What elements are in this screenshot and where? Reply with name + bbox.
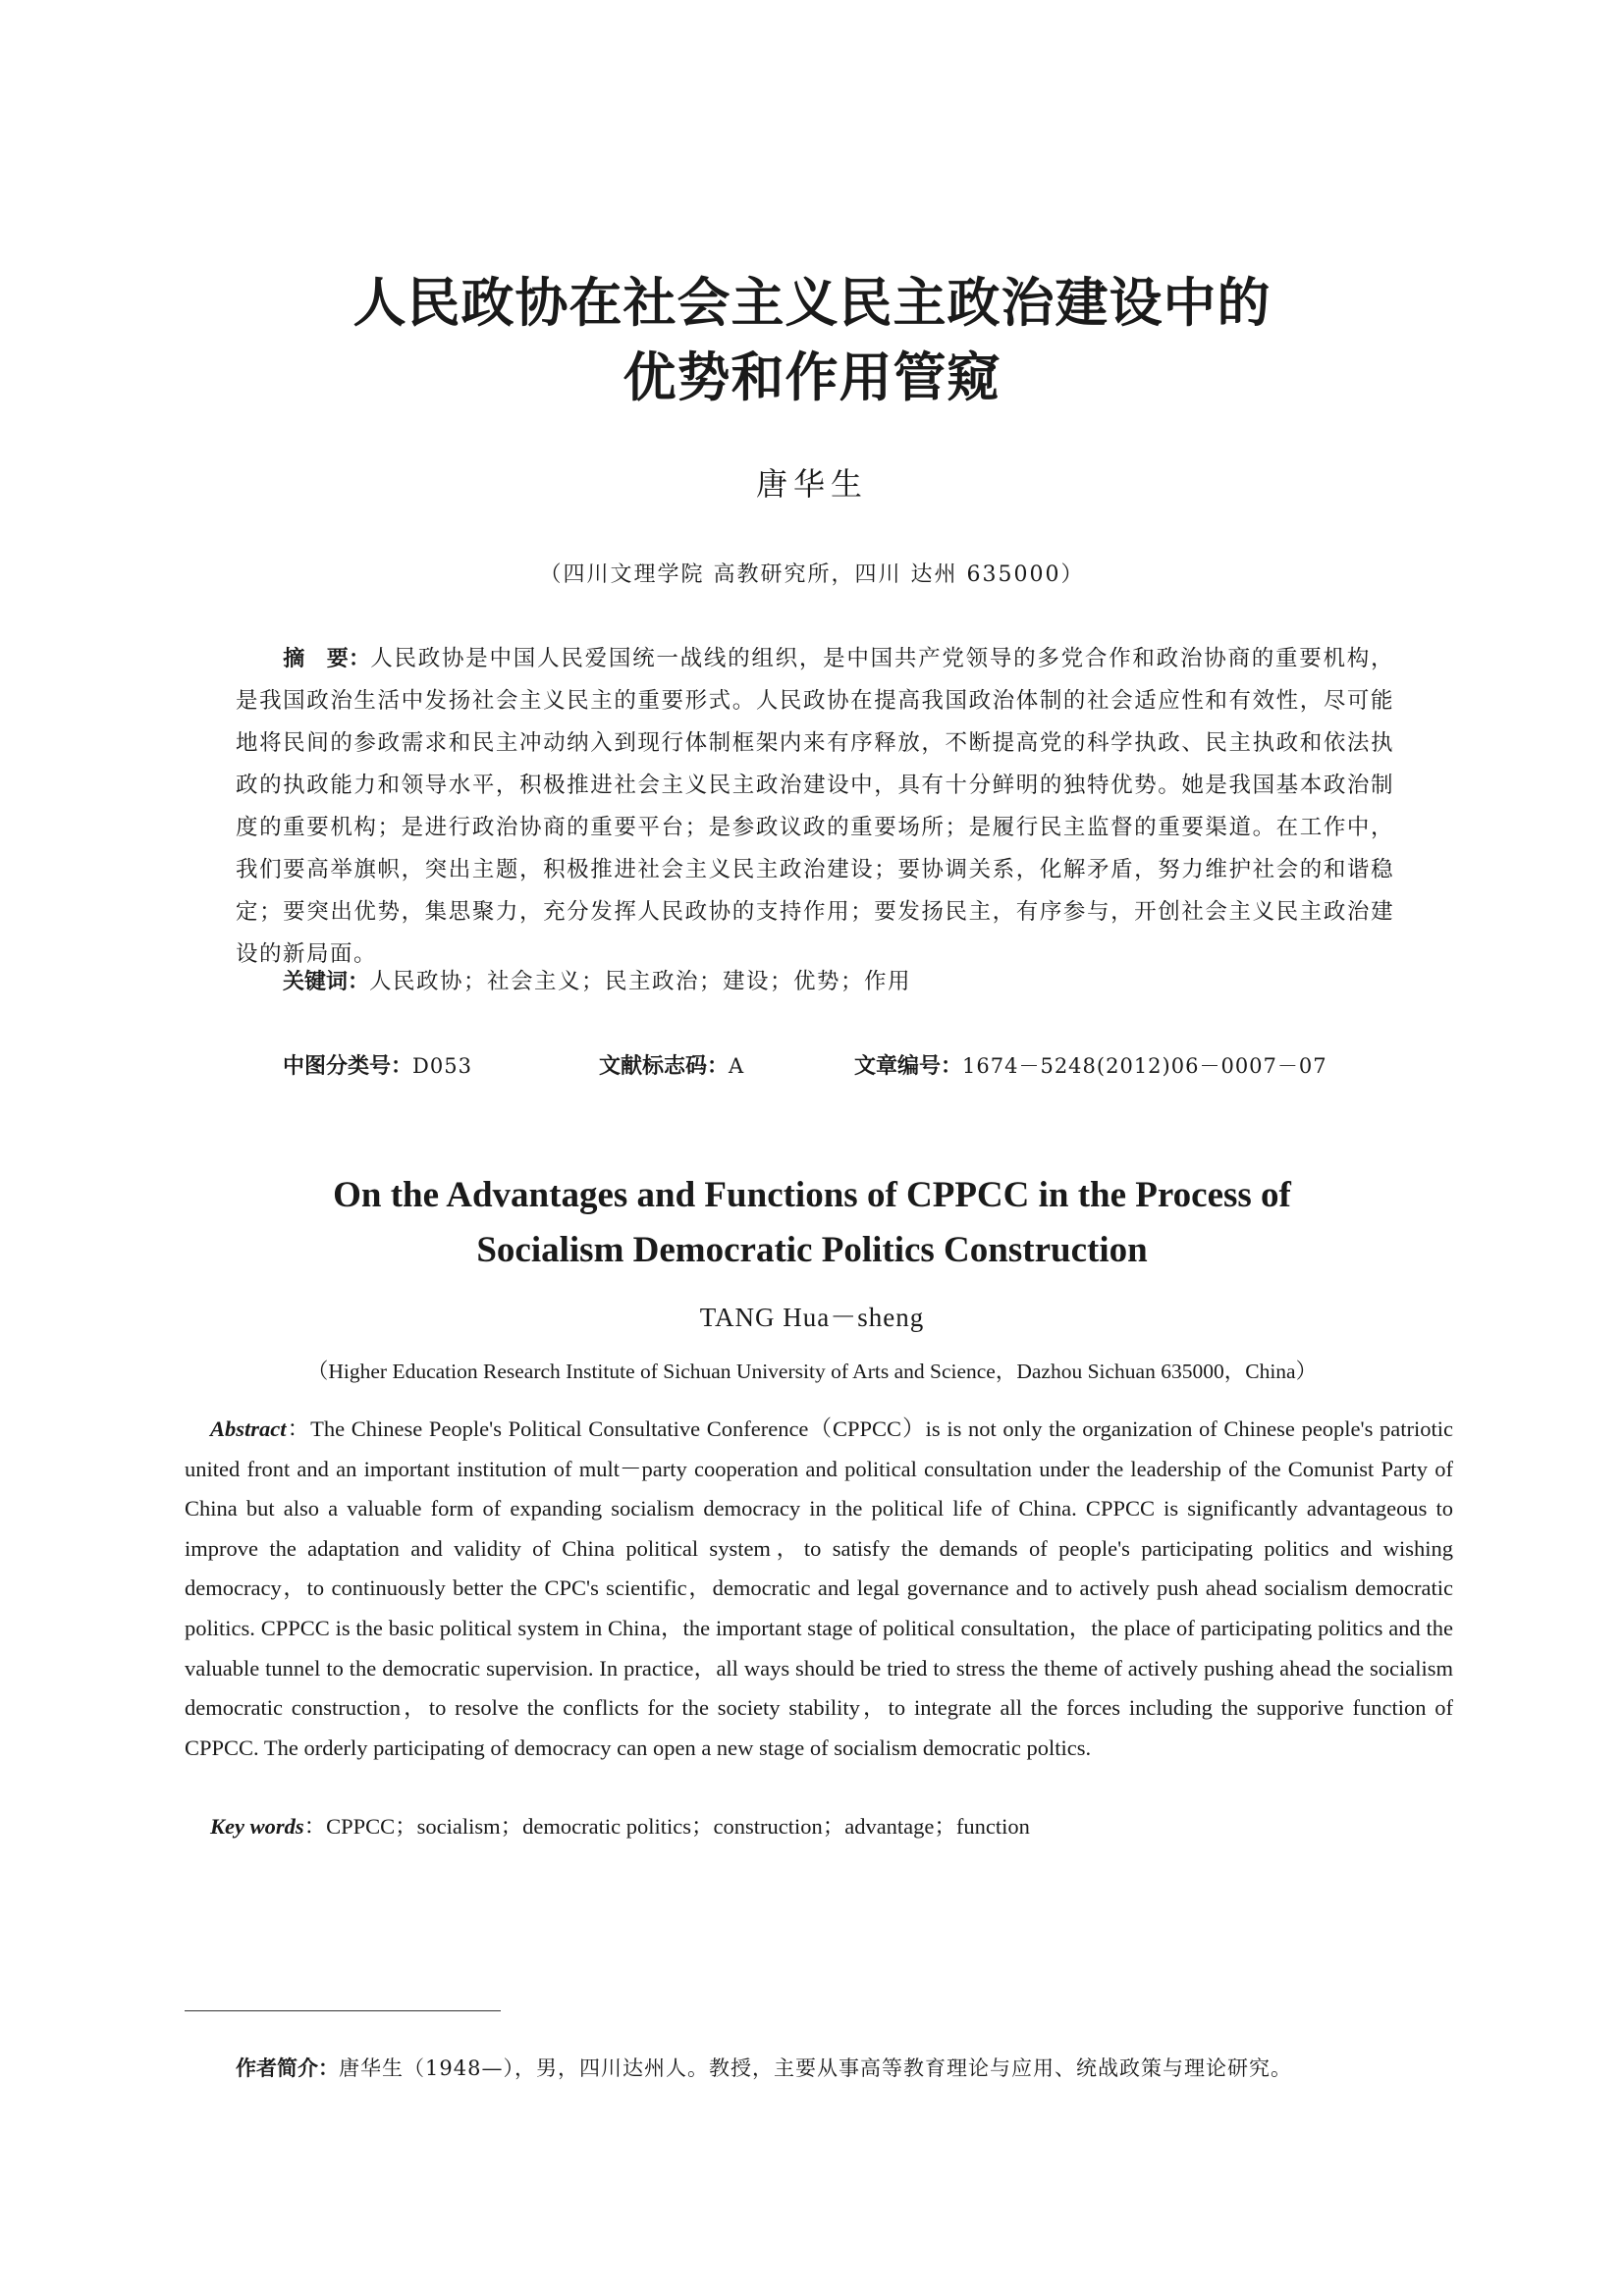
english-title xyxy=(0,1168,1624,1278)
chinese-title-line-2: 优势和作用管窥 xyxy=(623,346,1001,408)
english-title-line-2: Socialism Democratic Politics Construction xyxy=(476,1230,1148,1270)
document-code-value: A xyxy=(729,1054,745,1078)
chinese-author: 唐华生 xyxy=(755,465,868,503)
article-number-value: 1674－5248(2012)06－0007－07 xyxy=(962,1054,1327,1078)
document-code-label: 文献标志码： xyxy=(599,1054,730,1079)
article-number xyxy=(854,1049,1327,1080)
clc-number-label: 中图分类号： xyxy=(283,1054,413,1079)
author-bio-footnote xyxy=(236,2053,1453,2082)
english-abstract-label: Abstract xyxy=(210,1416,287,1441)
chinese-abstract-label: 摘 要： xyxy=(283,647,371,671)
document-code xyxy=(599,1049,744,1080)
english-keywords-label: Key words xyxy=(210,1814,304,1839)
author-bio-label: 作者简介： xyxy=(236,2056,339,2080)
english-title-line-1: On the Advantages and Functions of CPPCC in the Process of xyxy=(333,1175,1291,1215)
chinese-keywords xyxy=(283,964,1392,995)
english-abstract xyxy=(185,1410,1453,1768)
english-author: TANG Hua－sheng xyxy=(699,1303,925,1332)
english-keywords-text: ：CPPCC；socialism；democratic politics；construction；advantage；function xyxy=(303,1814,1030,1839)
english-affiliation: （Higher Education Research Institute of Sichuan University of Arts and Science，Dazhou Sichuan 635000，China） xyxy=(306,1360,1318,1383)
author-bio-text: 唐华生（1948—），男，四川达州人。教授，主要从事高等教育理论与应用、统战政策与理论研究。 xyxy=(339,2056,1292,2080)
english-keywords xyxy=(210,1809,1447,1841)
article-number-label: 文章编号： xyxy=(854,1054,963,1079)
clc-number-value: D053 xyxy=(412,1054,472,1078)
chinese-keywords-text: 人民政协；社会主义；民主政治；建设；优势；作用 xyxy=(369,969,912,994)
chinese-title xyxy=(0,265,1624,414)
chinese-keywords-label: 关键词： xyxy=(283,970,370,994)
footnote-divider xyxy=(185,2010,501,2011)
chinese-abstract-text: 人民政协是中国人民爱国统一战线的组织，是中国共产党领导的多党合作和政治协商的重要机构，是我国政治生活中发扬社会主义民主的重要形式。人民政协在提高我国政治体制的社会适应性和有效性，尽可能地将民间的参政需求和民主冲动纳入到现行体制框架内来有序释放，不断提高党的科学执政、民主执政和依法执政的执政能力和领导水平，积极推进社会主义民主政治建设中，具有十分鲜明的独特优势。她是我国基本政治制度的重要机构；是进行政治协商的重要平台；是参政议政的重要场所；是履行民主监督的重要渠道。在工作中，我们要高举旗帜，突出主题，积极推进社会主义民主政治建设；要协调关系，化解矛盾，努力维护社会的和谐稳定；要突出优势，集思聚力，充分发挥人民政协的支持作用；要发扬民主，有序参与，开创社会主义民主政治建设的新局面。 xyxy=(236,646,1394,967)
english-abstract-text: ：The Chinese People's Political Consultative Conference（CPPCC）is is not only the organization of Chinese people's patriotic united front and an important institution of mult－party cooperation and political consultation under the leadership of the Comunist Party of China but also a valuable form of expanding socialism democracy in the political life of China. CPPCC is significantly advantageous to improve the adaptation and validity of China political system，to satisfy the demands of people's participating politics and wishing democracy，to continuously better the CPC's scientific，democratic and legal governance and to actively push ahead socialism democratic politics. CPPCC is the basic political system in China，the important stage of political consultation，the place of participating politics and the valuable tunnel to the democratic supervision. In practice，all ways should be tried to stress the theme of actively pushing ahead the socialism democratic construction，to resolve the conflicts for the society stability，to integrate all the forces including the supporive function of CPPCC. The orderly participating of democracy can open a new stage of socialism democratic poltics. xyxy=(185,1416,1453,1760)
chinese-affiliation: （四川文理学院 高教研究所，四川 达州 635000） xyxy=(539,562,1085,587)
chinese-title-line-1: 人民政协在社会主义民主政治建设中的 xyxy=(352,271,1272,334)
clc-number xyxy=(283,1049,472,1080)
chinese-abstract xyxy=(236,638,1394,976)
